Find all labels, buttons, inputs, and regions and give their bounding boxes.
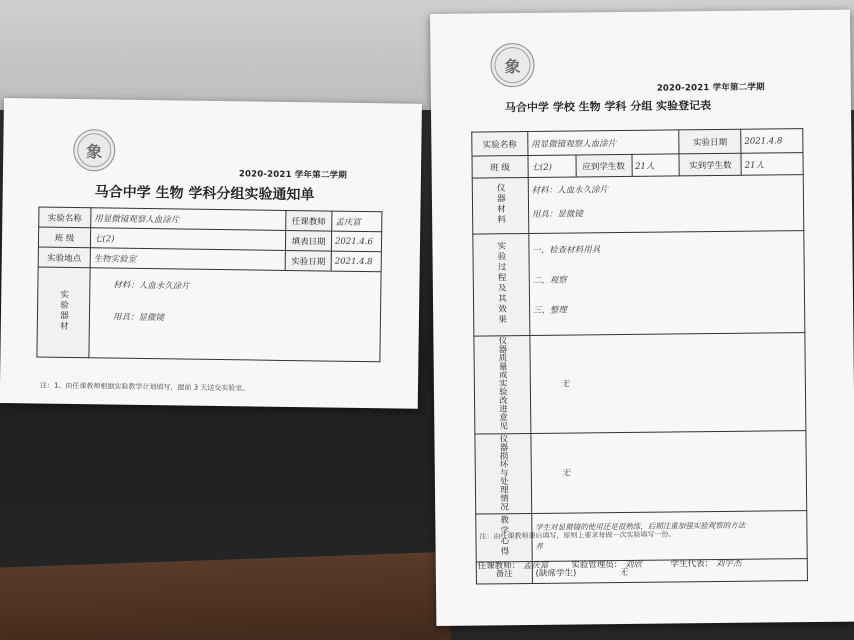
equipment-label-cell — [37, 267, 90, 358]
reg-process-line-3: 三、整理 — [532, 305, 567, 316]
equipment-label: 实验器材 — [58, 289, 69, 332]
teacher-value: 孟庆富 — [332, 211, 382, 232]
reg-process-line-2: 二、观察 — [532, 275, 567, 286]
reg-damage-label: 仪器损坏与处理情况 — [497, 433, 509, 511]
register-sheet — [430, 10, 854, 626]
register-footnote: 注：由任课教师课后填写，原则上要求每做一次实验填写一份。 — [479, 530, 676, 541]
class-label: 班 级 — [38, 227, 90, 248]
notice-sheet — [0, 98, 422, 409]
reg-date-label: 实验日期 — [679, 129, 741, 154]
reg-process-cell — [529, 231, 805, 336]
reg-equipment-cell — [528, 175, 804, 234]
manager-sign-value: 刘欣 — [624, 559, 643, 570]
reg-equipment-label: 仪器材料 — [495, 183, 506, 226]
reg-process-label: 实验过程及其效果 — [495, 241, 507, 326]
notice-title: 马合中学 生物 学科分组实验通知单 — [94, 184, 315, 204]
reg-insight-line-2: 养 — [535, 541, 543, 551]
student-sign-value: 刘宇杰 — [715, 558, 742, 570]
school-logo-icon: 象 — [73, 129, 116, 172]
register-year: 2020-2021 学年第二学期 — [656, 82, 765, 94]
reg-insight-line-1: 学生对显微镜的使用还是很熟练，后期注重加强实验观察的方法 — [535, 520, 746, 532]
teacher-sign-label: 任课教师： — [477, 561, 521, 572]
reg-actual-value: 21人 — [741, 153, 803, 176]
desk-edge — [0, 552, 452, 640]
name-label: 实验名称 — [39, 207, 91, 228]
school-logo-icon: 象 — [490, 43, 534, 87]
reg-name-label: 实验名称 — [472, 131, 528, 156]
reg-quality-value: 无 — [530, 333, 806, 433]
notice-year: 2020-2021 学年第二学期 — [238, 169, 348, 181]
place-label: 实验地点 — [38, 247, 90, 268]
reg-remark-value: 无 — [618, 567, 628, 578]
reg-remark-label: 备注 — [476, 561, 532, 584]
reg-process-label-cell — [473, 233, 530, 336]
reg-damage-value: 无 — [531, 430, 807, 513]
name-value: 用显微镜观察人血涂片 — [91, 208, 286, 231]
reg-process-line-1: 一、检查材料用具 — [532, 245, 601, 256]
reg-quality-label: 仪器质量或实验改进意见 — [496, 336, 508, 430]
reg-date-value: 2021.4.8 — [741, 129, 803, 154]
manager-sign-label: 实验管理员： — [571, 560, 623, 571]
reg-name-value: 用显微镜观察人血涂片 — [528, 130, 680, 156]
equipment-line-2: 用具：显微镜 — [112, 312, 164, 324]
reg-actual-label: 实到学生数 — [679, 153, 741, 176]
reg-quality-label-cell — [474, 335, 531, 433]
register-title: 马合中学 学校 生物 学科 分组 实验登记表 — [504, 99, 712, 115]
student-sign-label: 学生代表： — [670, 559, 714, 570]
place-value: 生物实验室 — [90, 248, 285, 271]
equipment-line-1: 材料：人血永久涂片 — [113, 280, 190, 292]
teacher-label: 任课教师 — [286, 210, 332, 231]
teacher-sign-value: 孟庆富 — [522, 560, 549, 572]
reg-remark-prefix: (缺席学生) — [535, 567, 577, 579]
reg-class-value: 七(2) — [528, 155, 576, 177]
notice-table — [36, 206, 382, 362]
reg-equipment-label-cell — [472, 177, 528, 234]
register-table — [471, 128, 808, 584]
reg-insight-label: 教学心得 — [498, 515, 510, 558]
reg-equipment-line-2: 用具：显微镜 — [531, 209, 583, 220]
fill-date-value: 2021.4.6 — [331, 231, 381, 252]
fill-date-label: 填表日期 — [285, 230, 331, 251]
reg-expected-value: 21人 — [631, 154, 679, 176]
reg-class-label: 班 级 — [472, 155, 528, 178]
reg-expected-label: 应到学生数 — [576, 154, 632, 177]
class-value: 七(2) — [90, 228, 285, 251]
reg-damage-label-cell — [475, 433, 532, 514]
notice-footnote: 注：1、由任课教师根据实验教学计划填写，提前 3 天送交实验室。 — [39, 381, 250, 393]
equipment-cell — [89, 268, 381, 362]
exp-date-value: 2021.4.8 — [331, 251, 381, 272]
reg-equipment-line-1: 材料：人血永久涂片 — [531, 185, 609, 196]
exp-date-label: 实验日期 — [285, 250, 331, 271]
